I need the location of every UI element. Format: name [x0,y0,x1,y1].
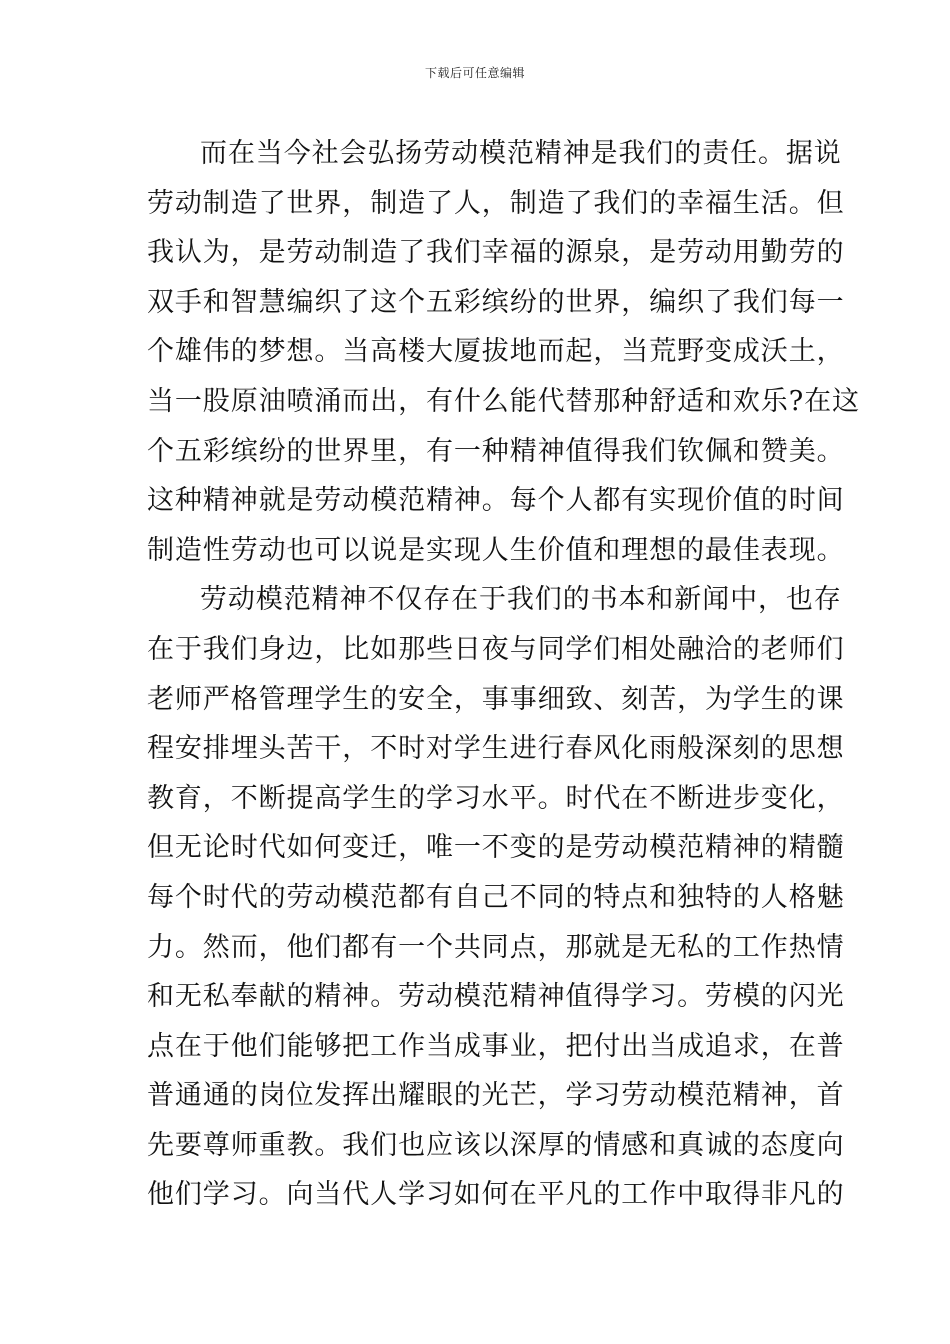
text-line: 力。然而，他们都有一个共同点，那就是无私的工作热情 [147,931,845,963]
text-line: 制造性劳动也可以说是实现人生价值和理想的最佳表现。 [147,534,845,566]
text-line: 教育，不断提高学生的学习水平。时代在不断进步变化， [147,782,845,814]
page-header: 下载后可任意编辑 [424,66,525,80]
text-line: 但无论时代如何变迁，唯一不变的是劳动模范精神的精髓 [147,832,845,864]
text-line: 程安排埋头苦干，不时对学生进行春风化雨般深刻的思想 [147,733,845,765]
text-line: 个雄伟的梦想。当高楼大厦拔地而起，当荒野变成沃土， [147,336,845,368]
paragraph [147,575,845,1220]
text-line: 和无私奉献的精神。劳动模范精神值得学习。劳模的闪光 [147,981,845,1013]
text-line: 点在于他们能够把工作当成事业，把付出当成追求，在普 [147,1030,845,1062]
text-line: 劳动制造了世界，制造了人，制造了我们的幸福生活。但 [147,187,845,219]
text-line: 在于我们身边，比如那些日夜与同学们相处融洽的老师们 [147,633,845,665]
paragraph [147,129,860,575]
text-line: 这种精神就是劳动模范精神。每个人都有实现价值的时间 [147,485,845,517]
text-line: 个五彩缤纷的世界里，有一种精神值得我们钦佩和赞美。 [147,435,845,467]
text-line: 当一股原油喷涌而出，有什么能代替那种舒适和欢乐?在这 [147,385,860,417]
text-line: 普通通的岗位发挥出耀眼的光芒，学习劳动模范精神，首 [147,1080,845,1112]
text-line: 每个时代的劳动模范都有自己不同的特点和独特的人格魅 [147,881,845,913]
text-line: 而在当今社会弘扬劳动模范精神是我们的责任。据说 [200,138,842,169]
text-line: 老师严格管理学生的安全，事事细致、刻苦，为学生的课 [147,683,845,715]
text-line: 他们学习。向当代人学习如何在平凡的工作中取得非凡的 [147,1179,845,1211]
text-line: 劳动模范精神不仅存在于我们的书本和新闻中，也存 [200,584,842,616]
text-line: 双手和智慧编织了这个五彩缤纷的世界，编织了我们每一 [147,286,845,318]
document-body [147,129,860,1220]
text-line: 我认为，是劳动制造了我们幸福的源泉，是劳动用勤劳的 [147,237,845,269]
text-line: 先要尊师重教。我们也应该以深厚的情感和真诚的态度向 [147,1129,845,1161]
